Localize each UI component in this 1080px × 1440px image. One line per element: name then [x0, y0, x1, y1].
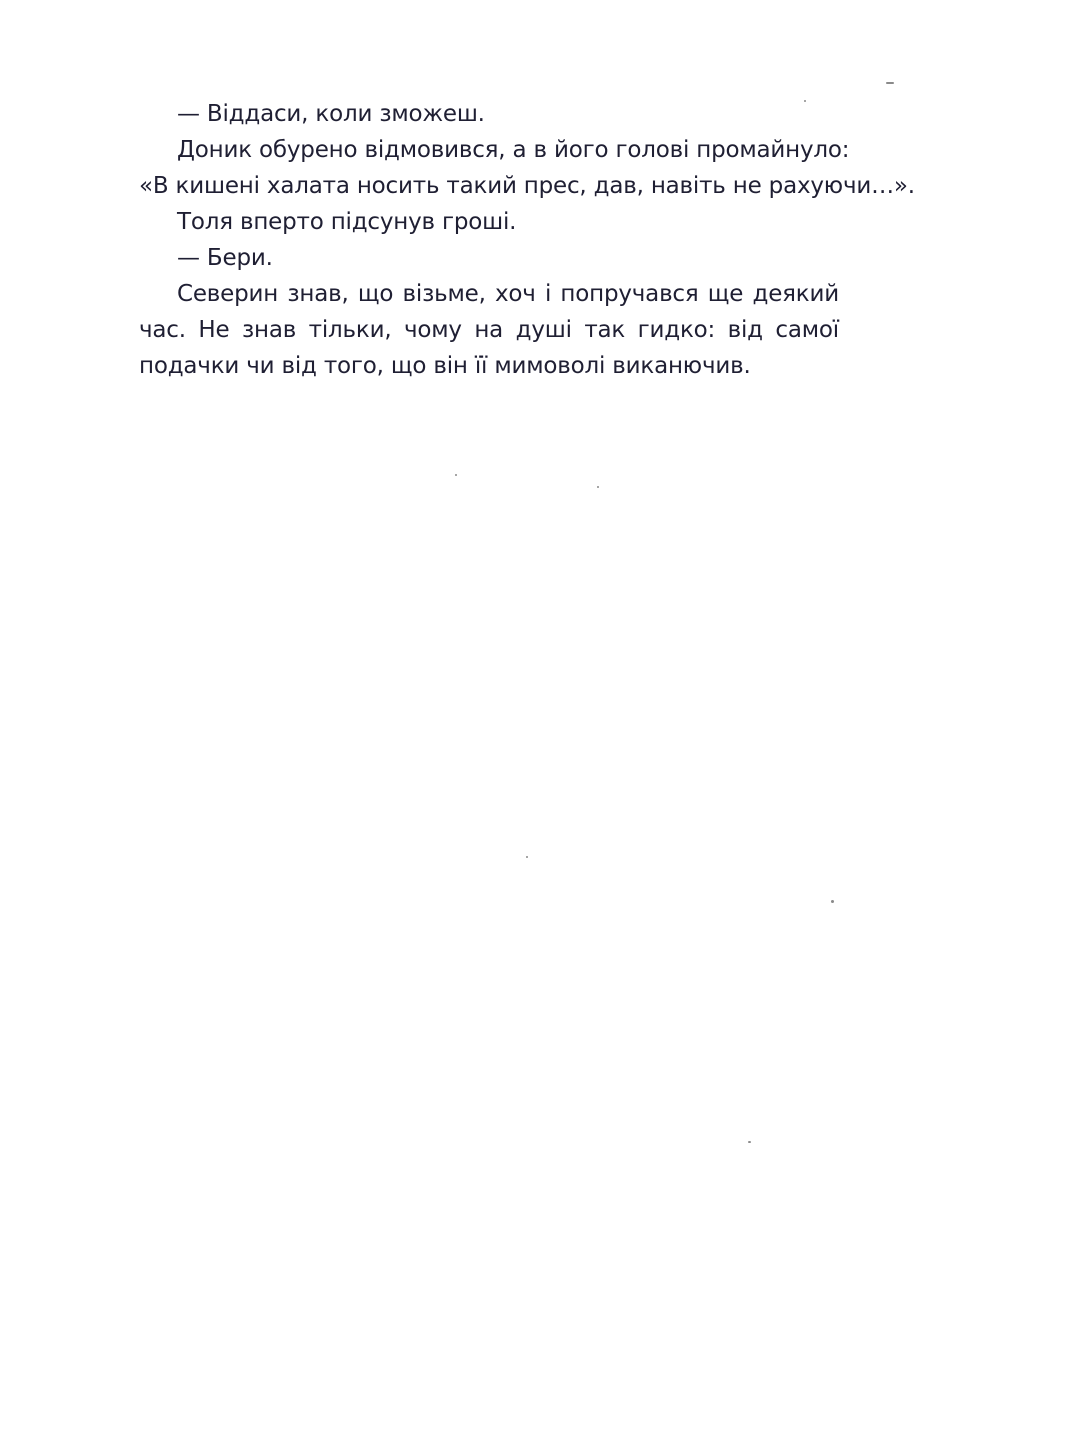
- paragraph-narration-1: Доник обурено відмовився, а в його голові промайнуло:: [177, 137, 850, 163]
- paragraph-dialogue-2: — Бери.: [177, 245, 273, 271]
- scan-speck: [597, 486, 599, 488]
- scan-speck: [526, 856, 528, 858]
- scan-speck: [831, 900, 834, 903]
- scan-speck: [804, 100, 806, 102]
- paragraph-dialogue-1: — Віддаси, коли зможеш.: [177, 101, 485, 127]
- scan-speck: [886, 82, 894, 84]
- paragraph-narration-3: Северин знав, що візьме, хоч і попручався ще деякий час. Не знав тільки, чому на душі так гидко: від самої подачки чи від того, що він її мимоволі виканючив.: [139, 281, 839, 379]
- scan-speck: [748, 1141, 751, 1143]
- scan-speck: [455, 474, 457, 476]
- page-text: [139, 96, 915, 384]
- paragraph-quote: «В кишені халата носить такий прес, дав, навіть не рахуючи…».: [139, 173, 915, 199]
- paragraph-narration-2: Толя вперто підсунув гроші.: [177, 209, 517, 235]
